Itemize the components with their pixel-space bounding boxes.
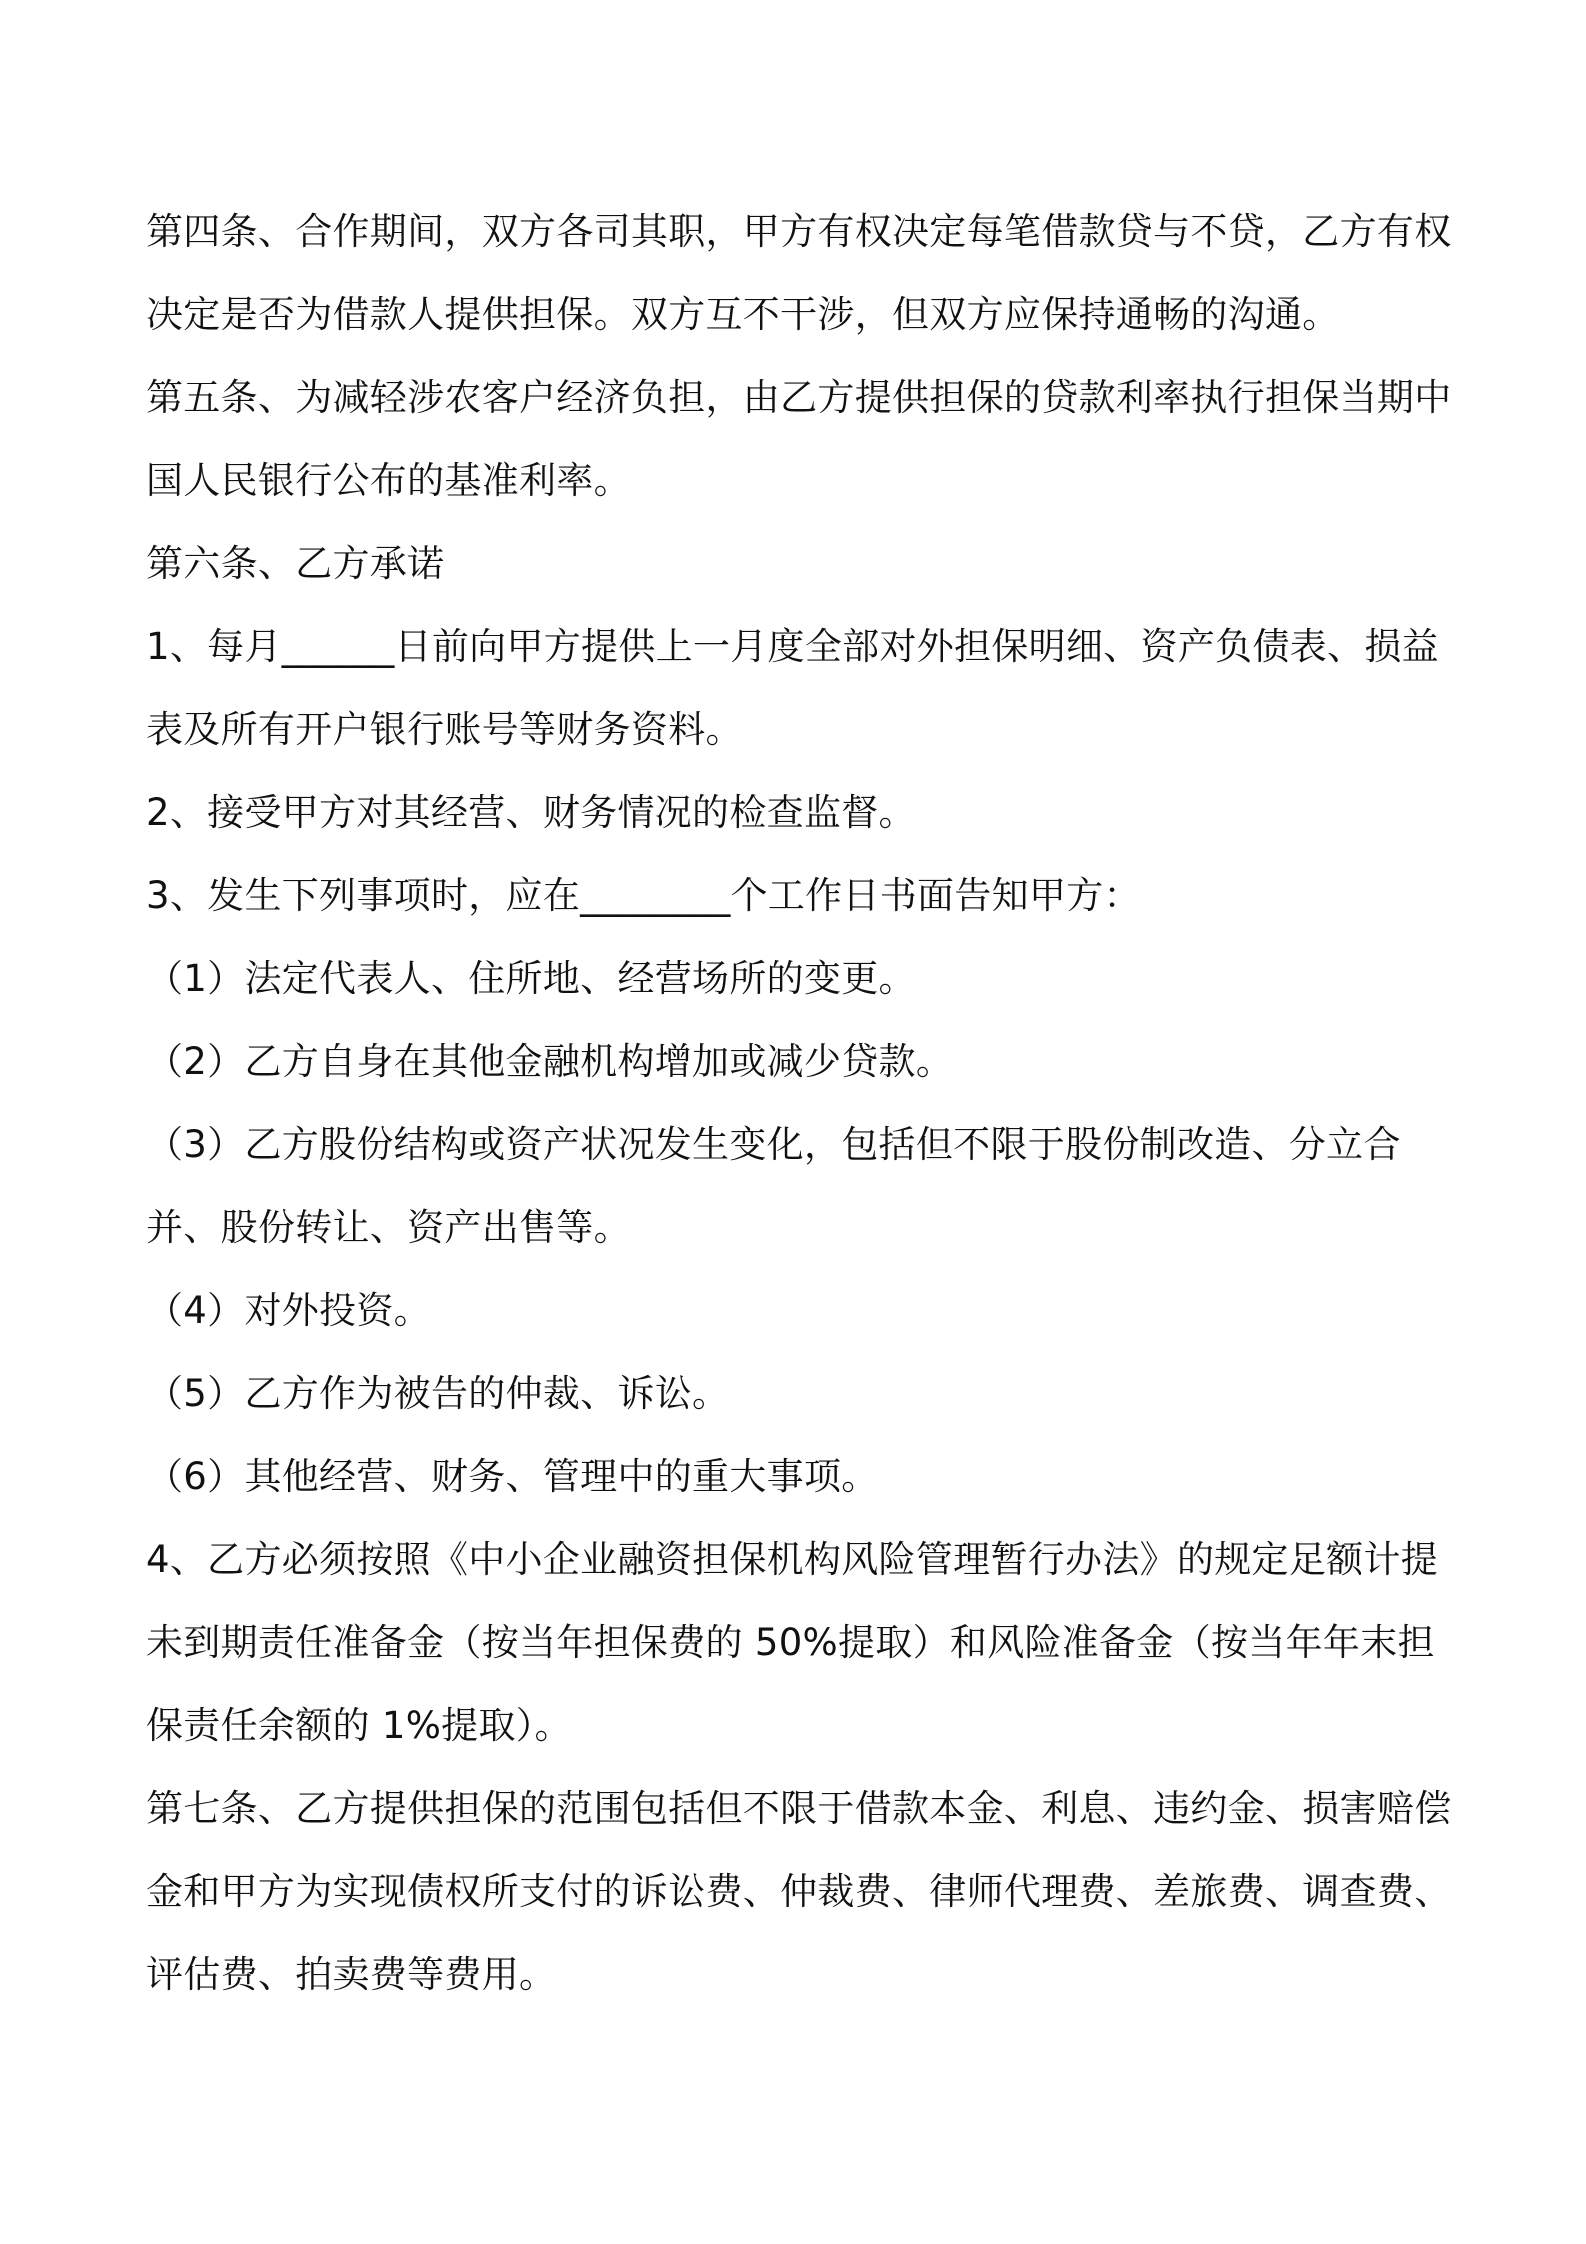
commitment-item-1: 1、每月______日前向甲方提供上一月度全部对外担保明细、资产负债表、损益表及所有开户银行账号等财务资料。: [146, 625, 1439, 751]
subitem-3: （3）乙方股份结构或资产状况发生变化，包括但不限于股份制改造、分立合并、股份转让、资产出售等。: [146, 1123, 1401, 1249]
commitment-item-2: 2、接受甲方对其经营、财务情况的检查监督。: [146, 791, 916, 834]
document-body: [146, 190, 1458, 2016]
subitem-1: （1）法定代表人、住所地、经营场所的变更。: [146, 957, 916, 1000]
article-7-paragraph: 第七条、乙方提供担保的范围包括但不限于借款本金、利息、违约金、损害赔偿金和甲方为实现债权所支付的诉讼费、仲裁费、律师代理费、差旅费、调查费、评估费、拍卖费等费用。: [146, 1787, 1452, 1996]
subitem-5: （5）乙方作为被告的仲裁、诉讼。: [146, 1372, 730, 1415]
article-6-heading: 第六条、乙方承诺: [146, 542, 445, 585]
article-4-paragraph: 第四条、合作期间，双方各司其职，甲方有权决定每笔借款贷与不贷，乙方有权决定是否为借款人提供担保。双方互不干涉，但双方应保持通畅的沟通。: [146, 210, 1452, 336]
commitment-item-3: 3、发生下列事项时，应在________个工作日书面告知甲方：: [146, 874, 1141, 917]
commitment-item-4: 4、乙方必须按照《中小企业融资担保机构风险管理暂行办法》的规定足额计提未到期责任准备金（按当年担保费的 50%提取）和风险准备金（按当年年末担保责任余额的 1%提取）。: [146, 1538, 1439, 1747]
subitem-4: （4）对外投资。: [146, 1289, 431, 1332]
subitem-2: （2）乙方自身在其他金融机构增加或减少贷款。: [146, 1040, 954, 1083]
article-5-paragraph: 第五条、为减轻涉农客户经济负担，由乙方提供担保的贷款利率执行担保当期中国人民银行公布的基准利率。: [146, 376, 1452, 502]
subitem-6: （6）其他经营、财务、管理中的重大事项。: [146, 1455, 879, 1498]
